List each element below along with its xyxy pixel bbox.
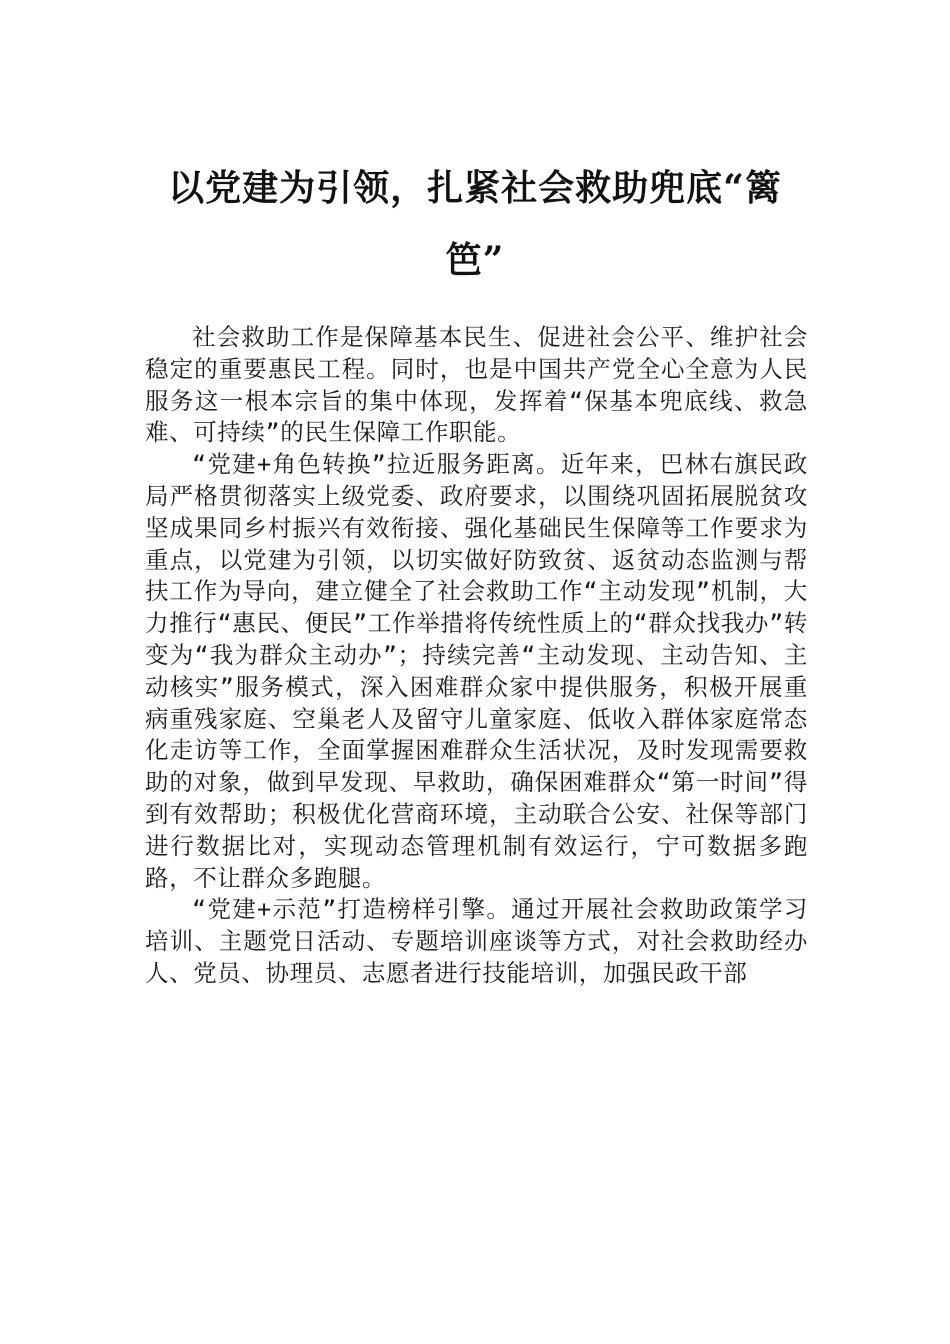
paragraph: “党建+角色转换”拉近服务距离。近年来，巴林右旗民政局严格贯彻落实上级党委、政府要求，以围绕巩固拓展脱贫攻坚成果同乡村振兴有效衔接、强化基础民生保障等工作要求为重点，以党建为引领，以切实做好防致贫、返贫动态监测与帮扶工作为导向，建立健全了社会救助工作“主动发现”机制，大力推行“惠民、便民”工作举措将传统性质上的“群众找我办”转变为“我为群众主动办”；持续完善“主动发现、主动告知、主动核实”服务模式，深入困难群众家中提供服务，积极开展重病重残家庭、空巢老人及留守儿童家庭、低收入群体家庭常态化走访等工作，全面掌握困难群众生活状况，及时发现需要救助的对象，做到早发现、早救助，确保困难群众“第一时间”得到有效帮助；积极优化营商环境，主动联合公安、社保等部门进行数据比对，实现动态管理机制有效运行，宁可数据多跑路，不让群众多跑腿。 — [145, 450, 808, 892]
paragraph: 社会救助工作是保障基本民生、促进社会公平、维护社会稳定的重要惠民工程。同时，也是中国共产党全心全意为人民服务这一根本宗旨的集中体现，发挥着“保基本兜底线、救急难、可持续”的民生保障工作职能。 — [145, 323, 808, 447]
document-body — [145, 322, 808, 990]
document-title: 以党建为引领，扎紧社会救助兜底“篱笆” — [168, 167, 782, 281]
paragraph: “党建+示范”打造榜样引擎。通过开展社会救助政策学习培训、主题党日活动、专题培训座谈等方式，对社会救助经办人、党员、协理员、志愿者进行技能培训，加强民政干部 — [145, 895, 808, 987]
